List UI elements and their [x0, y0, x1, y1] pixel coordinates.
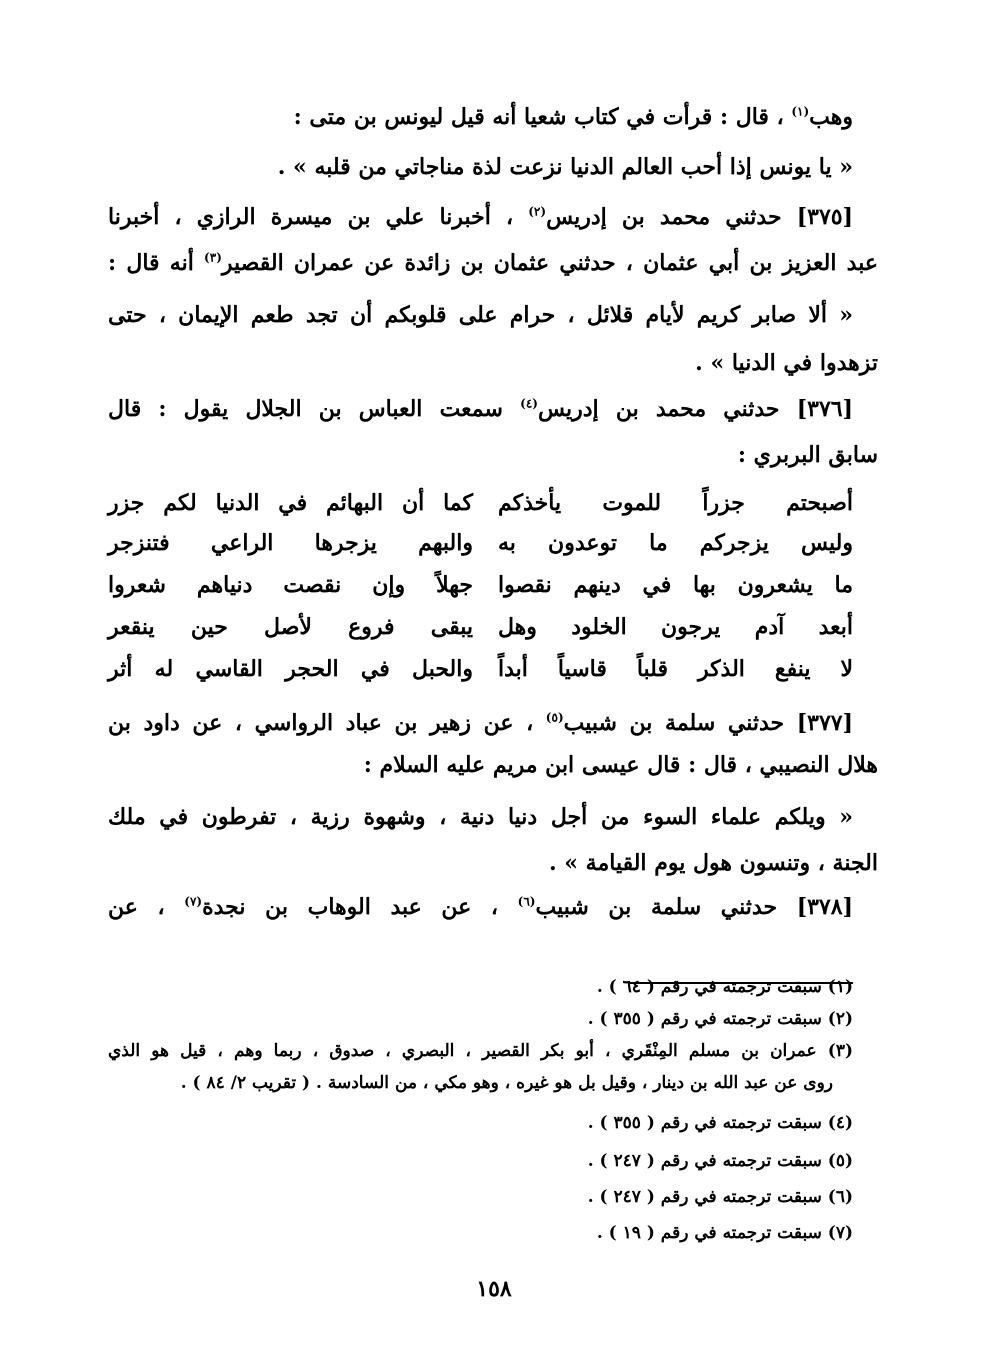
text-line-11: « ويلكم علماء السوء من أجل دنيا دنية ، وشهوة رزية ، تفرطون في ملك: [108, 804, 853, 830]
footnote-6: (٦) سبقت ترجمته في رقم ( ٢٤٧ ) .: [587, 1187, 853, 1207]
poem-verse-4b: يبقى فروع لأصل حين ينقعر: [108, 614, 473, 640]
text-line-5: « ألا صابر كريم لأيام قلائل ، حرام على قلوبكم أن تجد طعم الإيمان ، حتى: [108, 302, 853, 328]
page-number: ١٥٨: [476, 1276, 512, 1302]
text-line-7: [٣٧٦] حدثني محمد بن إدريس$^{(٤)}$ سمعت العباس بن الجلال يقول : قال: [108, 396, 853, 422]
text-line-2: « يا يونس إذا أحب العالم الدنيا نزعت لذة مناجاتي من قلبه » .: [277, 154, 853, 180]
text-line-4: عبد العزيز بن أبي عثمان ، حدثني عثمان بن زائدة عن عمران القصير$^{(٣)}$ أنه قال :: [108, 250, 878, 276]
text-line-10: هلال النصيبي ، قال : قال عيسى ابن مريم عليه السلام :: [363, 752, 878, 778]
footnote-3-line-1: (٣) عمران بن مسلم المِنْقَري ، أبو بكر القصير ، البصري ، صدوق ، ربما وهم ، قيل هو الذي: [108, 1041, 853, 1061]
poem-verse-3a: ما يشعرون بها في دينهم نقصوا: [498, 572, 853, 598]
footnote-3-line-2: روى عن عبد الله بن دينار ، وقيل بل هو غيره ، وهو مكي ، من السادسة . ( تقريب ٢/ ٨٤ ) .: [180, 1073, 833, 1093]
poem-verse-3b: جهلاً وإن نقصت دنياهم شعروا: [108, 572, 473, 598]
text-line-9: [٣٧٧] حدثني سلمة بن شبيب$^{(٥)}$ ، عن زهير بن عباد الرواسي ، عن داود بن: [108, 710, 853, 736]
footnote-7: (٧) سبقت ترجمته في رقم ( ١٩ ) .: [596, 1223, 853, 1243]
poem-verse-5b: والحبل في الحجر القاسي له أثر: [108, 656, 473, 682]
poem-verse-2a: وليس يزجركم ما توعدون به: [498, 530, 853, 556]
text-line-8: سابق البربري :: [737, 442, 878, 468]
poem-verse-1a: أصبحتم جزراً للموت يأخذكم: [498, 490, 853, 516]
text-line-3: [٣٧٥] حدثني محمد بن إدريس$^{(٢)}$ ، أخبرنا علي بن ميسرة الرازي ، أخبرنا: [108, 204, 853, 230]
text-line-13: [٣٧٨] حدثني سلمة بن شبيب$^{(٦)}$ ، عن عبد الوهاب بن نجدة$^{(٧)}$ ، عن: [108, 894, 853, 920]
poem-verse-5a: لا ينفع الذكر قلباً قاسياً أبداً: [498, 656, 853, 682]
footnote-2: (٢) سبقت ترجمته في رقم ( ٣٥٥ ) .: [587, 1009, 853, 1029]
poem-verse-1b: كما أن البهائم في الدنيا لكم جزر: [108, 490, 473, 516]
footnote-5: (٥) سبقت ترجمته في رقم ( ٢٤٧ ) .: [587, 1151, 853, 1171]
text-line-1: وهب$^{(١)}$ ، قال : قرأت في كتاب شعيا أنه قيل ليونس بن متى :: [293, 104, 853, 130]
footnote-1: (١) سبقت ترجمته في رقم ( ٦٤ ) .: [596, 977, 853, 997]
poem-verse-2b: والبهم يزجرها الراعي فتنزجر: [108, 530, 473, 556]
poem-verse-4a: أبعد آدم يرجون الخلود وهل: [498, 614, 853, 640]
text-line-12: الجنة ، وتنسون هول يوم القيامة » .: [548, 850, 878, 876]
text-line-6: تزهدوا في الدنيا » .: [695, 350, 878, 376]
footnote-4: (٤) سبقت ترجمته في رقم ( ٣٥٥ ) .: [587, 1113, 853, 1133]
